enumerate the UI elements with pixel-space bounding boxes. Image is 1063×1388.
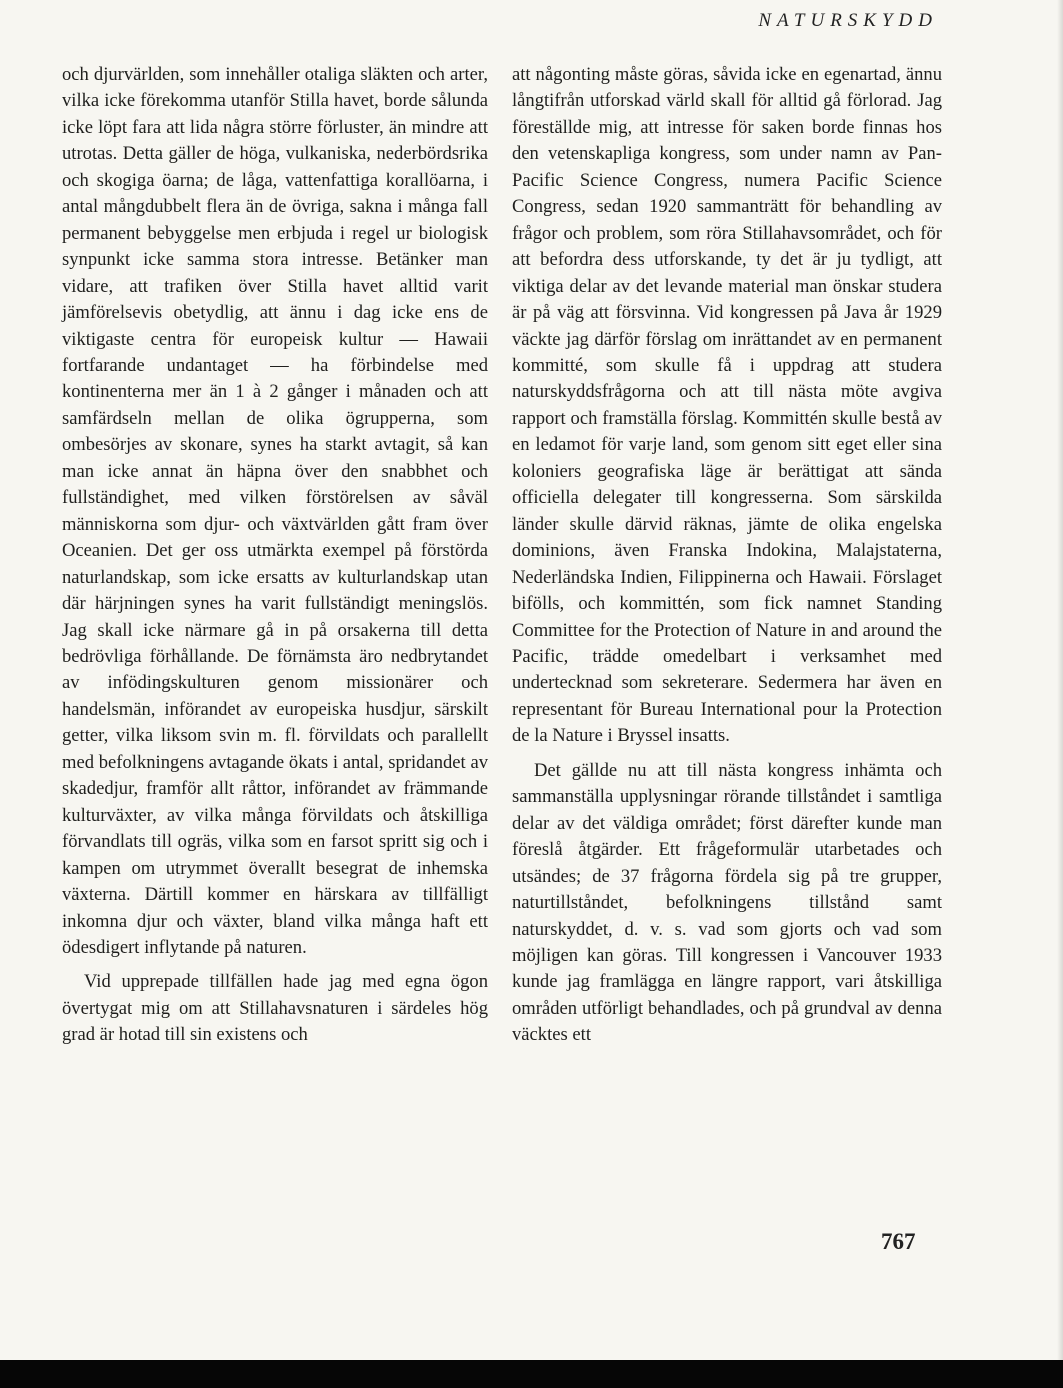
scan-border (0, 1360, 1063, 1388)
left-text-column (62, 62, 488, 1049)
running-header: NATURSKYDD (758, 10, 938, 31)
page-edge-shadow (1057, 0, 1063, 1360)
paragraph: Det gällde nu att till nästa kongress inhämta och sammanställa upplysningar rörande tillståndet i samtliga delar av det väldiga området; först därefter kunde man föreslå åtgärder. Ett frågeformulär utarbetades och utsändes; de 37 frågorna fördela sig på tre grupper, naturtillståndet, befolkningens tillstånd samt naturskyddet, d. v. s. vad som gjorts och vad som möjligen kan göras. Till kongressen i Vancouver 1933 kunde jag framlägga en längre rapport, vari åtskilliga områden utförligt behandlades, och på grundval av denna väcktes ett (512, 759, 942, 1046)
right-text-column (512, 62, 942, 1049)
paragraph: att någonting måste göras, såvida icke en egenartad, ännu långtifrån utforskad värld skall för alltid gå förlorad. Jag föreställde mig, att intresse för saken borde finnas hos den vetenskapliga kongress, som under namn av Pan-Pacific Science Congress, numera Pacific Science Congress, sedan 1920 sammanträtt för behandling av frågor och problem, som röra Stillahavsområdet, och för att befordra dess utforskande, ty det är ju tydligt, att viktiga delar av det levande material man önskar studera är på väg att försvinna. Vid kongressen på Java år 1929 väckte jag därför förslag om inrättandet av en permanent kommitté, som skulle få i uppdrag att studera naturskyddsfrågorna och att till nästa möte avgiva rapport och framställa förslag. Kommittén skulle bestå av en ledamot för varje land, som genom sitt eget eller sina koloniers geografiska läge är berättigat att sända officiella delegater till kongresserna. Som särskilda länder skulle därvid räknas, jämte de olika engelska dominions, även Franska Indokina, Malajstaterna, Nederländska Indien, Filippinerna och Hawaii. Förslaget bifölls, och kommittén, som fick namnet Standing Committee for the Protection of Nature in and around the Pacific, trädde omedelbart i verksamhet med undertecknad som sekreterare. Sedermera har även en representant för Bureau International pour la Protection de la Nature i Bryssel insatts. (512, 64, 942, 747)
paragraph: Vid upprepade tillfällen hade jag med egna ögon övertygat mig om att Stillahavsnaturen i särdeles hög grad är hotad till sin existens och (62, 971, 488, 1046)
paragraph: och djurvärlden, som innehåller otaliga släkten och arter, vilka icke förekomma utanför Stilla havet, borde sålunda icke löpt fara att lida några större förluster, än mindre att utrotas. Detta gäller de höga, vulkaniska, nederbördsrika och skogiga öarna; de låga, vattenfattiga korallöarna, i antal mångdubbelt flera än de övriga, sakna i många fall permanent bebyggelse men erbjuda i regel ur biologisk synpunkt icke samma stora intresse. Betänker man vidare, att trafiken över Stilla havet alltid varit jämförelsevis obetydlig, att ännu i dag icke ens de viktigaste centra för europeisk kultur — Hawaii fortfarande undantaget — ha förbindelse med kontinenterna mer än 1 à 2 gånger i månaden och att samfärdseln mellan de olika ögrupperna, som ombesörjes av skonare, synes ha starkt avtagit, så kan man icke annat än häpna över den snabbhet och fullständighet, med vilken förstörelsen av såväl människorna som djur- och växtvärlden gått fram över Oceanien. Det ger oss utmärkta exempel på förstörda naturlandskap, som icke ersatts av kulturlandskap utan där härjningen synes ha varit fullständigt meningslös. Jag skall icke närmare gå in på orsakerna till detta bedrövliga förhållande. De förnämsta äro nedbrytandet av infödingskulturen genom missionärer och handelsmän, införandet av europeiska husdjur, särskilt getter, vilka liksom svin m. fl. förvildats och parallellt med befolkningens avtagande ökats i antal, spridandet av skadedjur, framför allt råttor, införandet av främmande kulturväxter, av vilka många förvildats och åtskilliga förvandlats till ogräs, vilka som en farsot spritt sig och i kampen om utrymmet överallt besegrat de inhemska växterna. Därtill kommer en härskara av tillfälligt inkomna djur och växter, bland vilka många haft ett ödesdigert inflytande på naturen. (62, 64, 488, 958)
page-number: 767 (881, 1229, 916, 1254)
